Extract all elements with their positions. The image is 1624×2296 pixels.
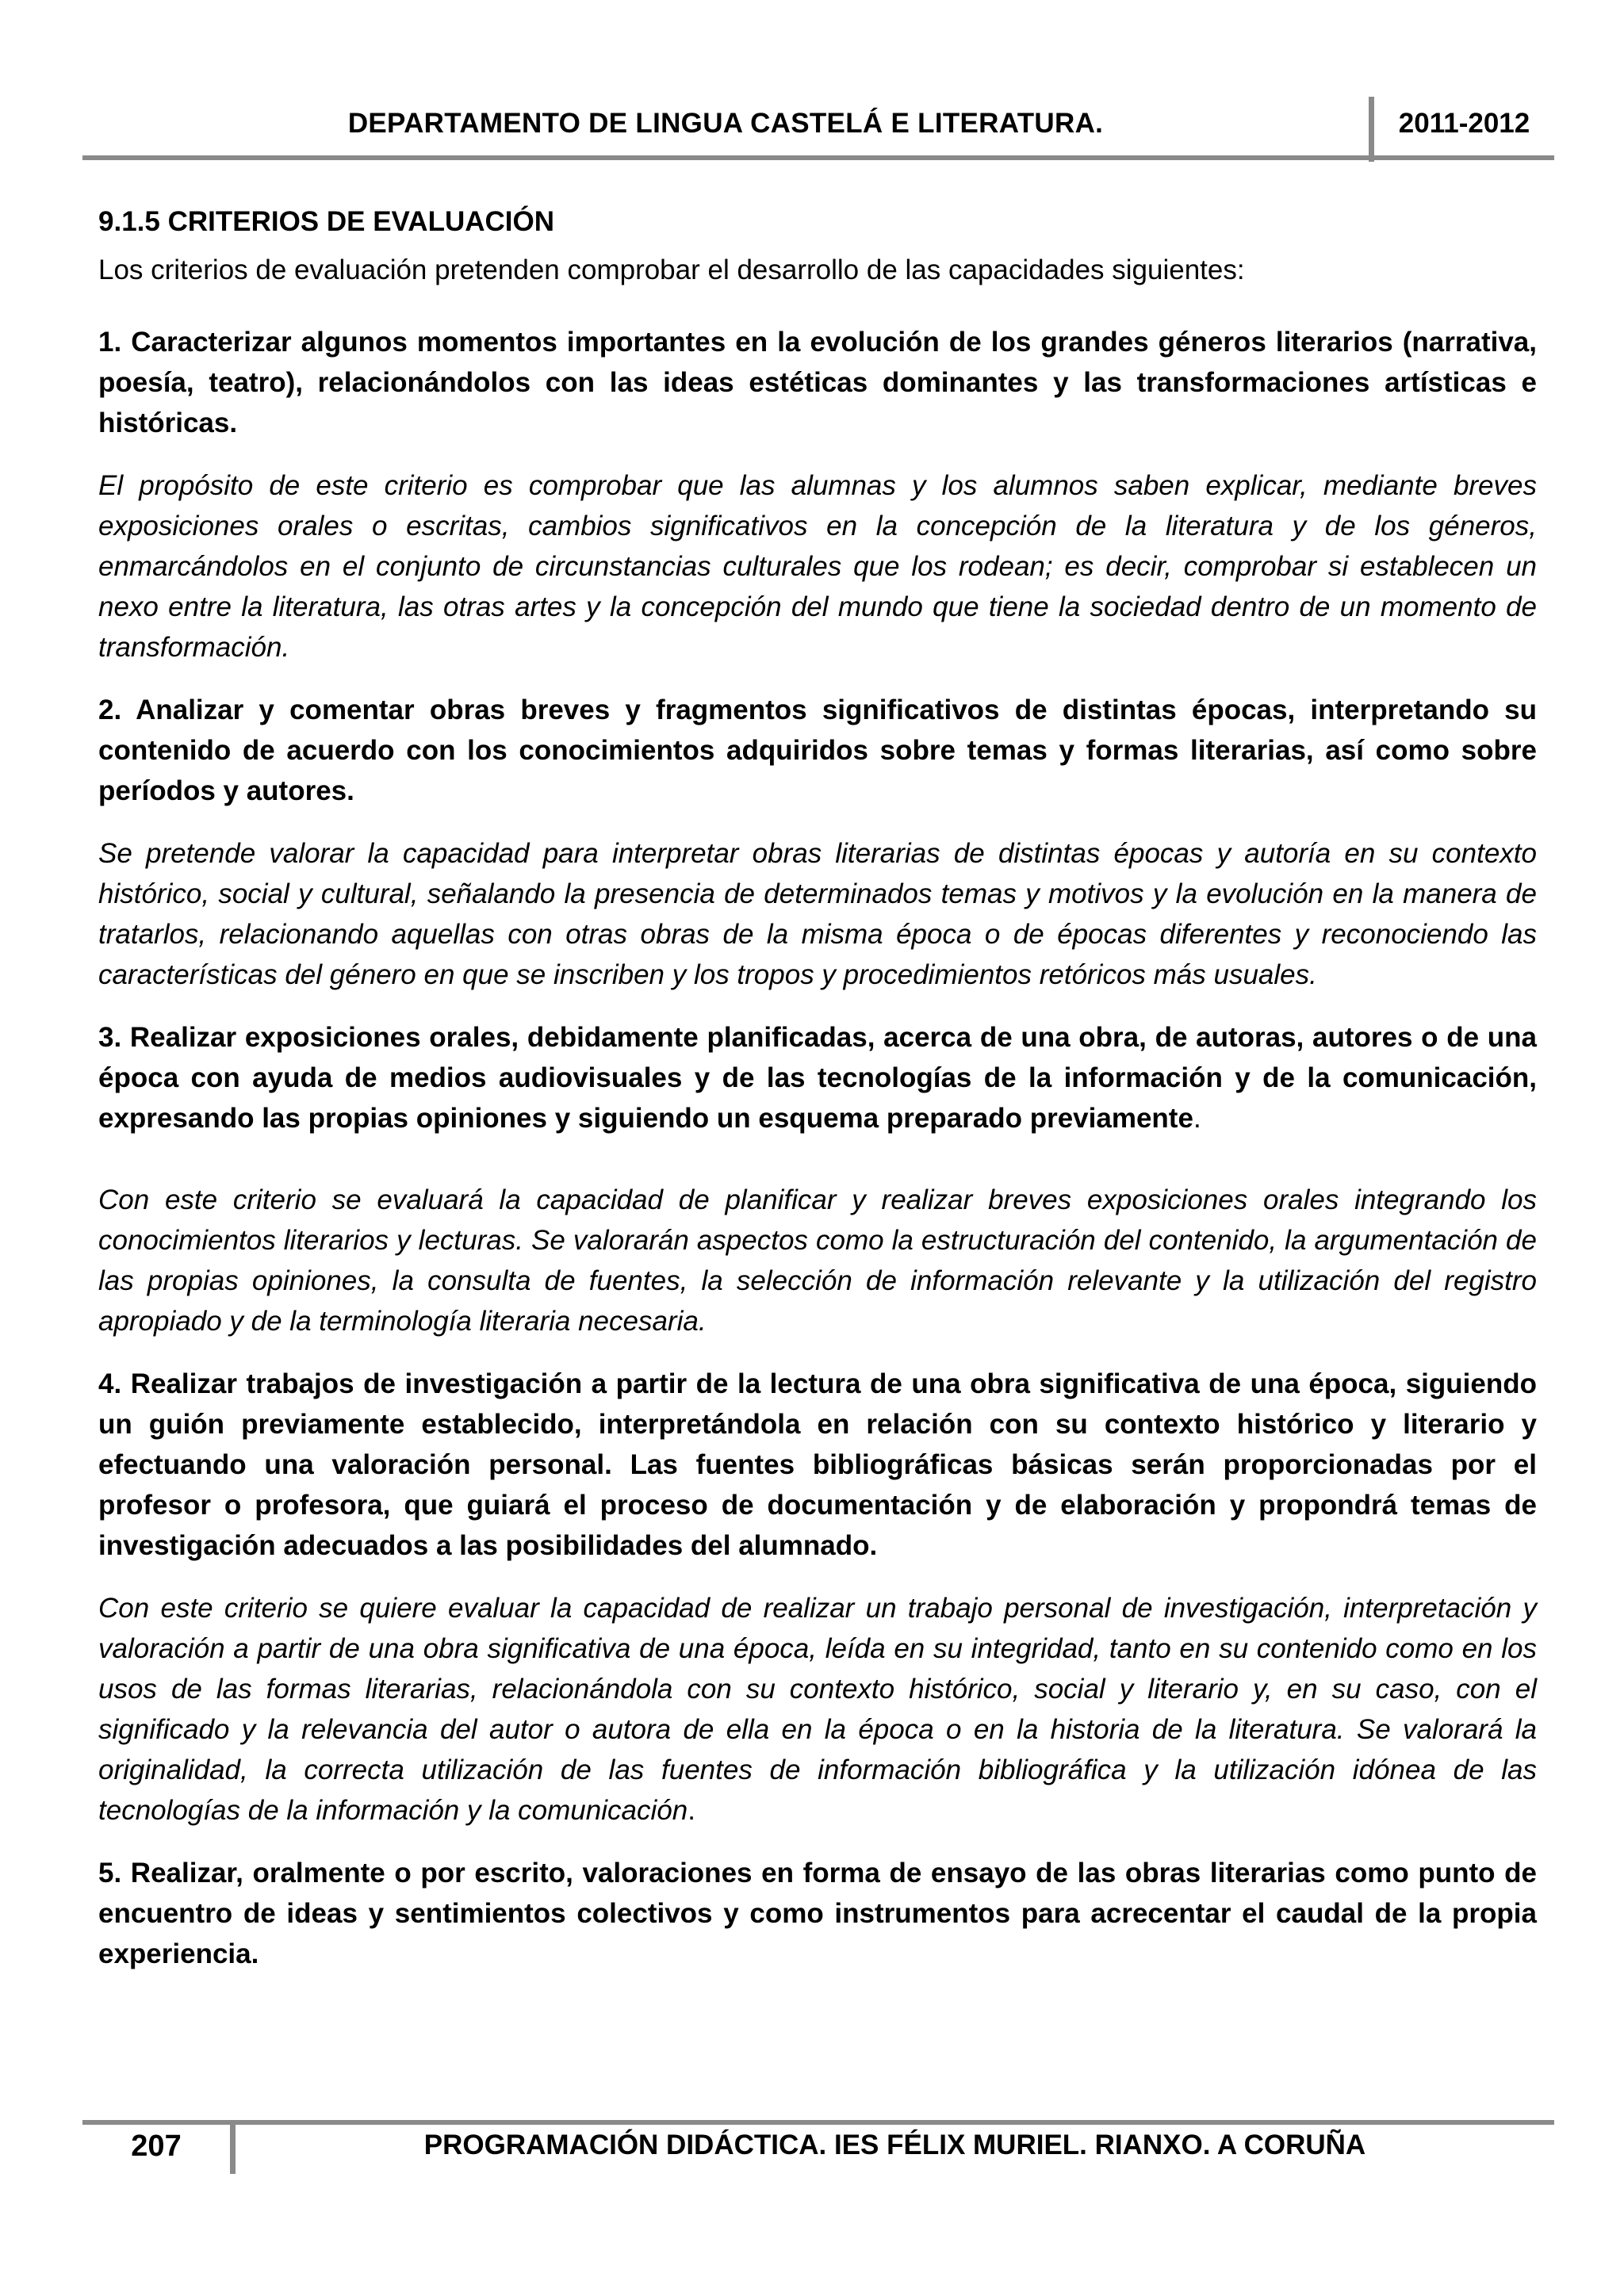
criterion-3-heading <box>98 1017 1537 1138</box>
criterion-1-heading: 1. Caracterizar algunos momentos importantes en la evolución de los grandes géneros literarios (narrativa, poesía, teatro), relacionándolos con las ideas estéticas dominantes y las transformaciones artísticas e históricas. <box>98 327 1537 438</box>
criterion-2-heading: 2. Analizar y comentar obras breves y fragmentos significativos de distintas épocas, interpretando su contenido de acuerdo con los conocimientos adquiridos sobre temas y formas literarias, así como sobre períodos y autores. <box>98 695 1537 806</box>
section-title: 9.1.5 CRITERIOS DE EVALUACIÓN <box>98 206 555 237</box>
header-divider <box>1369 97 1374 162</box>
criterion-3-heading-text: 3. Realizar exposiciones orales, debidamente planificadas, acerca de una obra, de autoras, autores o de una época con ayuda de medios audiovisuales y de las tecnologías de la información y de la comunicación, expresando las propias opiniones y siguiendo un esquema preparado previamente <box>98 1022 1537 1134</box>
document-body <box>98 201 1537 1996</box>
header-title: DEPARTAMENTO DE LINGUA CASTELÁ E LITERATURA. <box>347 108 1104 139</box>
criterion-4-explanation-text: Con este criterio se quiere evaluar la capacidad de realizar un trabajo personal de investigación, interpretación y valoración a partir de una obra significativa de una época, leída en su integridad, tanto en su contenido como en los usos de las formas literarias, relacionándola con su contexto histórico, social y literario y, en su caso, con el significado y la relevancia del autor o autora de ella en la época o en la historia de la literatura. Se valorará la originalidad, la correcta utilización de las fuentes de información bibliográfica y la utilización idónea de las tecnologías de la información y la comunicación <box>98 1593 1537 1826</box>
footer-rule <box>82 2120 1554 2125</box>
criterion-2-explanation: Se pretende valorar la capacidad para interpretar obras literarias de distintas épocas y autoría en su contexto histórico, social y cultural, señalando la presencia de determinados temas y motivos y la evolución en la manera de tratarlos, relacionando aquellas con otras obras de la misma época o de épocas diferentes y reconociendo las características del género en que se inscriben y los tropos y procedimientos retóricos más usuales. <box>98 838 1537 990</box>
page-header <box>82 105 1554 163</box>
page-number: 207 <box>131 2130 182 2163</box>
criterion-4-explanation <box>98 1588 1537 1831</box>
criterion-3-explanation: Con este criterio se evaluará la capacidad de planificar y realizar breves exposiciones orales integrando los conocimientos literarios y lecturas. Se valorarán aspectos como la estructuración del contenido, la argumentación de las propias opiniones, la consulta de fuentes, la selección de información relevante y la utilización del registro apropiado y de la terminología literaria necesaria. <box>98 1184 1537 1337</box>
footer-divider <box>230 2120 236 2174</box>
footer-text: PROGRAMACIÓN DIDÁCTICA. IES FÉLIX MURIEL. RIANXO. A CORUÑA <box>423 2130 1366 2160</box>
criterion-1-explanation: El propósito de este criterio es comprobar que las alumnas y los alumnos saben explicar, mediante breves exposiciones orales o escritas, cambios significativos en la concepción de la literatura y de los géneros, enmarcándolos en el conjunto de circunstancias culturales que los rodean; es decir, comprobar si establecen un nexo entre la literatura, las otras artes y la concepción del mundo que tiene la sociedad dentro de un momento de transformación. <box>98 470 1537 663</box>
header-rule <box>82 155 1554 160</box>
criterion-5-heading: 5. Realizar, oralmente o por escrito, valoraciones en forma de ensayo de las obras literarias como punto de encuentro de ideas y sentimientos colectivos y como instrumentos para acrecentar el caudal de la propia experiencia. <box>98 1858 1537 1969</box>
criterion-4-explanation-period: . <box>688 1795 695 1826</box>
criterion-4-heading: 4. Realizar trabajos de investigación a partir de la lectura de una obra significativa de una época, siguiendo un guión previamente establecido, interpretándola en relación con su contexto histórico y literario y efectuando una valoración personal. Las fuentes bibliográficas básicas serán proporcionadas por el profesor o profesora, que guiará el proceso de documentación y de elaboración y propondrá temas de investigación adecuados a las posibilidades del alumnado. <box>98 1368 1537 1561</box>
header-year: 2011-2012 <box>1398 108 1530 139</box>
section-intro: Los criterios de evaluación pretenden comprobar el desarrollo de las capacidades siguientes: <box>98 254 1245 285</box>
criterion-3-heading-period: . <box>1193 1103 1201 1134</box>
